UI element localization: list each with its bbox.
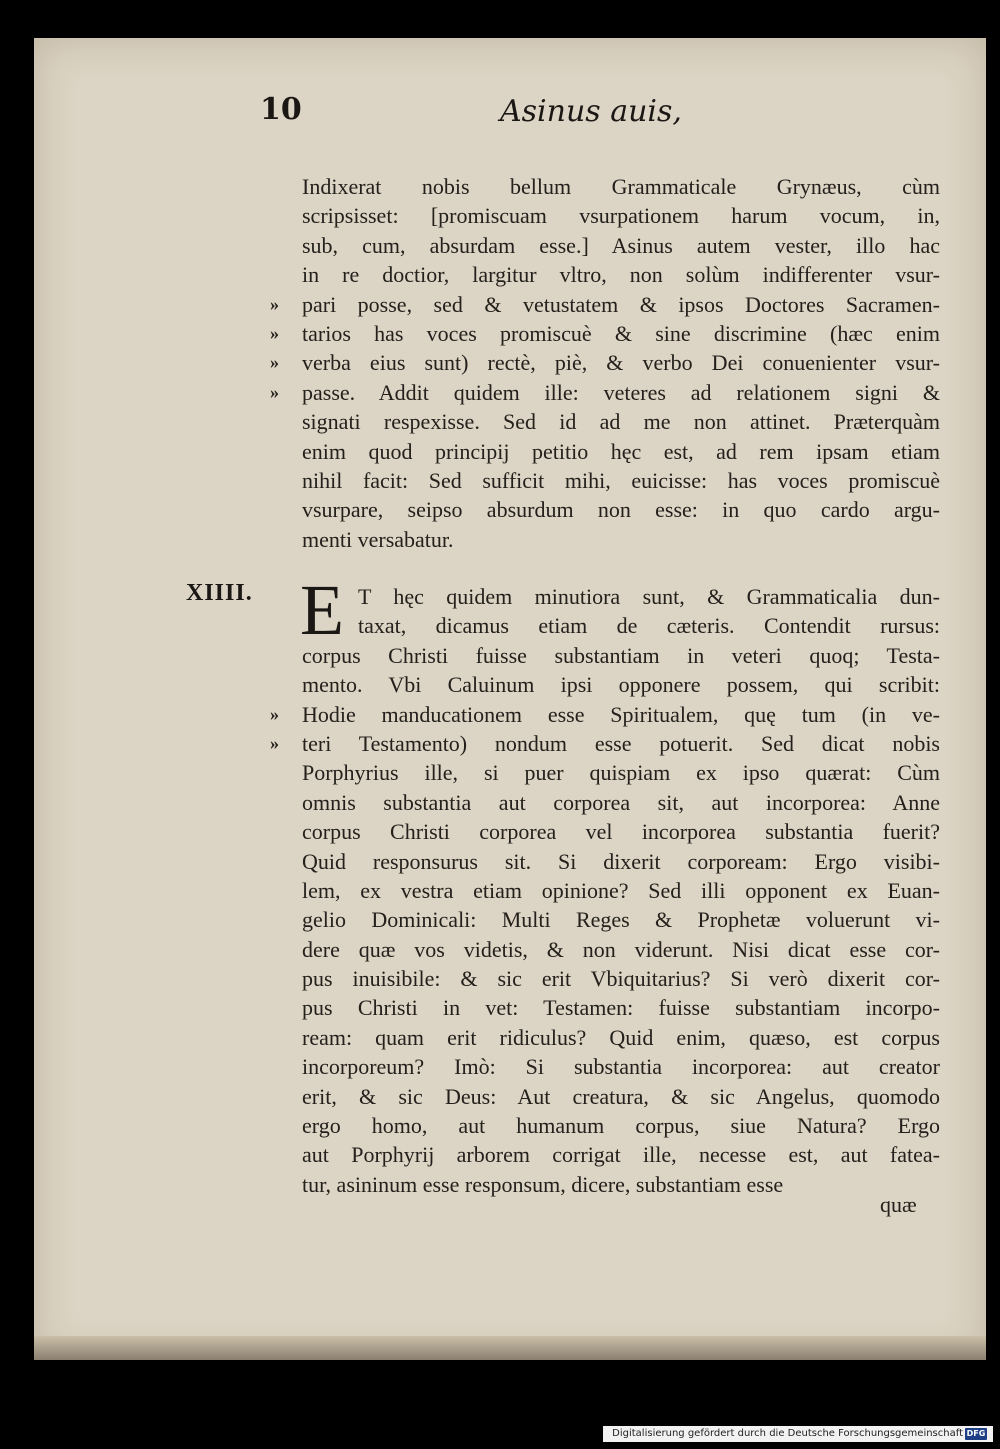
- line-text: dere quæ vos videtis, & non viderunt. Nisi dicat esse cor-: [302, 936, 940, 962]
- line-text: ergo homo, aut humanum corpus, siue Natura? Ergo: [302, 1113, 940, 1139]
- text-line: [0, 378, 940, 407]
- drop-cap: E: [300, 570, 344, 650]
- section-number: XIIII.: [186, 580, 253, 606]
- line-text: scripsisset: [promiscuam vsurpationem harum vocum, in,: [302, 203, 940, 229]
- page-bottom-edge: [34, 1336, 986, 1360]
- line-text: passe. Addit quidem ille: veteres ad relationem signi &: [302, 379, 940, 405]
- line-text: lem, ex vestra etiam opinione? Sed illi opponent ex Euan-: [302, 877, 940, 903]
- text-line: [0, 290, 940, 319]
- text-line: [0, 466, 940, 495]
- text-line: [0, 495, 940, 524]
- text-line: [0, 964, 940, 993]
- text-line: [0, 1023, 940, 1052]
- line-text: Quid responsurus sit. Si dixerit corpoream: Ergo visibi-: [302, 848, 940, 874]
- text-line: [0, 670, 940, 699]
- line-text: tur, asininum esse responsum, dicere, substantiam esse: [302, 1171, 784, 1197]
- quotation-mark: »: [270, 293, 279, 314]
- text-line: [0, 260, 940, 289]
- paragraph-2: [0, 582, 1000, 1199]
- quotation-mark: »: [270, 322, 279, 343]
- quotation-mark: »: [270, 732, 279, 753]
- text-line: [0, 993, 940, 1022]
- line-text: enim quod principij petitio hęc est, ad rem ipsam etiam: [302, 438, 940, 464]
- running-title: Asinus auis,: [500, 94, 682, 129]
- text-line: [0, 1111, 940, 1140]
- text-line: [0, 905, 940, 934]
- text-line: [0, 1170, 940, 1199]
- quotation-mark: »: [270, 381, 279, 402]
- line-text: erit, & sic Deus: Aut creatura, & sic Angelus, quomodo: [302, 1083, 940, 1109]
- text-line: [0, 1052, 940, 1081]
- text-line: [0, 817, 940, 846]
- text-line: [0, 729, 940, 758]
- quotation-mark: »: [270, 703, 279, 724]
- line-text: Indixerat nobis bellum Grammaticale Grynæus, cùm: [302, 174, 940, 199]
- paragraph-1: [0, 172, 1000, 554]
- line-text: verba eius sunt) rectè, piè, & verbo Dei conuenienter vsur-: [302, 350, 940, 376]
- line-text: sub, cum, absurdam esse.] Asinus autem vester, illo hac: [302, 232, 940, 258]
- text-line: [0, 641, 940, 670]
- text-line: [0, 1140, 940, 1169]
- text-line: [0, 788, 940, 817]
- line-text: in re doctior, largitur vltro, non solùm indifferenter vsur-: [302, 262, 940, 288]
- line-text: corpus Christi fuisse substantiam in veteri quoq; Testa-: [302, 642, 940, 668]
- text-line: [0, 935, 940, 964]
- line-text: corpus Christi corporea vel incorporea substantia fuerit?: [302, 819, 940, 845]
- line-text: incorporeum? Imò: Si substantia incorporea: aut creator: [302, 1054, 940, 1080]
- digitization-footer: [603, 1426, 993, 1442]
- footer-text: Digitalisierung gefördert durch die Deutsche Forschungsgemeinschaft: [612, 1428, 963, 1439]
- text-line: [0, 1082, 940, 1111]
- line-text: T hęc quidem minutiora sunt, & Grammaticalia dun-: [358, 584, 940, 609]
- line-text: Porphyrius ille, si puer quispiam ex ipso quærat: Cùm: [302, 760, 940, 786]
- text-line: [0, 172, 940, 201]
- line-text: aut Porphyrij arborem corrigat ille, necesse est, aut fatea-: [302, 1142, 940, 1168]
- text-line: [0, 407, 940, 436]
- line-text: teri Testamento) nondum esse potuerit. Sed dicat nobis: [302, 730, 940, 756]
- text-line: [0, 847, 940, 876]
- dfg-logo: DFG: [966, 1429, 986, 1438]
- text-line: [0, 525, 940, 554]
- line-text: Hodie manducationem esse Spiritualem, quę tum (in ve-: [302, 701, 940, 727]
- line-text: pari posse, sed & vetustatem & ipsos Doctores Sacramen-: [302, 291, 940, 317]
- catchword: quæ: [880, 1192, 917, 1217]
- line-text: mento. Vbi Caluinum ipsi opponere possem, qui scribit:: [302, 672, 940, 698]
- line-text: vsurpare, seipso absurdum non esse: in quo cardo argu-: [302, 497, 940, 523]
- text-line: [0, 231, 940, 260]
- text-line: [0, 582, 940, 611]
- text-line: [0, 201, 940, 230]
- line-text: gelio Dominicali: Multi Reges & Prophetæ voluerunt vi-: [302, 907, 940, 933]
- line-text: nihil facit: Sed sufficit mihi, euicisse: has voces promiscuè: [302, 467, 940, 493]
- text-line: [0, 758, 940, 787]
- line-text: pus inuisibile: & sic erit Vbiquitarius? Si verò dixerit cor-: [302, 966, 940, 992]
- line-text: menti versabatur.: [302, 526, 454, 552]
- page-number: 10: [260, 92, 302, 127]
- text-line: [0, 319, 940, 348]
- quotation-mark: »: [270, 352, 279, 373]
- text-line: [0, 348, 940, 377]
- line-text: tarios has voces promiscuè & sine discrimine (hæc enim: [302, 320, 940, 346]
- text-line: [0, 611, 940, 640]
- line-text: signati respexisse. Sed id ad me non attinet. Præterquàm: [302, 409, 940, 435]
- line-text: pus Christi in vet: Testamen: fuisse substantiam incorpo-: [302, 995, 940, 1021]
- text-line: [0, 876, 940, 905]
- line-text: omnis substantia aut corporea sit, aut incorporea: Anne: [302, 789, 940, 815]
- line-text: ream: quam erit ridiculus? Quid enim, quæso, est corpus: [302, 1024, 940, 1050]
- running-head: [260, 92, 880, 132]
- text-line: [0, 437, 940, 466]
- line-text: taxat, dicamus etiam de cæteris. Contendit rursus:: [358, 613, 940, 639]
- text-line: [0, 700, 940, 729]
